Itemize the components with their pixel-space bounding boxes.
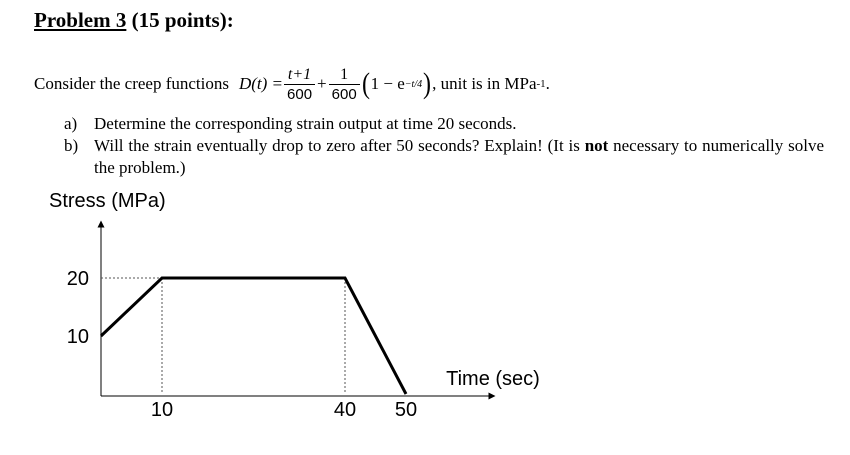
fraction-2-numerator: 1 bbox=[340, 65, 349, 83]
x-tick-label: 40 bbox=[333, 399, 357, 421]
fraction-2-denominator: 600 bbox=[329, 84, 360, 104]
fraction-1-denominator: 600 bbox=[284, 84, 315, 104]
question-a-text: Determine the corresponding strain output at time 20 seconds. bbox=[94, 114, 517, 133]
x-tick-label: 50 bbox=[394, 399, 418, 421]
problem-points: (15 points): bbox=[126, 8, 234, 32]
one-minus-exp: 1 − e bbox=[370, 74, 405, 93]
plus-sign: + bbox=[317, 74, 327, 93]
fraction-1-numerator: t+1 bbox=[287, 65, 312, 83]
open-paren: ( bbox=[361, 67, 370, 100]
intro-lead: Consider the creep functions bbox=[34, 74, 229, 93]
creep-lhs: D(t) = bbox=[238, 74, 284, 93]
x-axis-title: Time (sec) bbox=[446, 368, 540, 390]
question-a-label: a) bbox=[64, 114, 78, 133]
unit-superscript: -1 bbox=[536, 78, 546, 90]
y-tick-label: 10 bbox=[66, 326, 89, 348]
y-axis-title: Stress (MPa) bbox=[49, 190, 166, 212]
y-tick-label: 20 bbox=[66, 268, 89, 290]
question-b-emphasis: not bbox=[584, 136, 609, 155]
unit-end: . bbox=[545, 74, 550, 93]
question-b-label: b) bbox=[64, 136, 79, 155]
unit-text: , unit is in MPa bbox=[432, 74, 537, 93]
close-paren: ) bbox=[423, 67, 432, 100]
exponent: −t/4 bbox=[404, 78, 423, 90]
stress-series-line bbox=[101, 278, 406, 394]
question-b-text-1: Will the strain eventually drop to zero after 50 seconds? Explain! (It is bbox=[94, 136, 585, 155]
question-b-text-2: necessary to numerically solve the problem.) bbox=[94, 136, 824, 177]
problem-number: Problem 3 bbox=[34, 8, 127, 32]
x-tick-label: 10 bbox=[150, 399, 174, 421]
